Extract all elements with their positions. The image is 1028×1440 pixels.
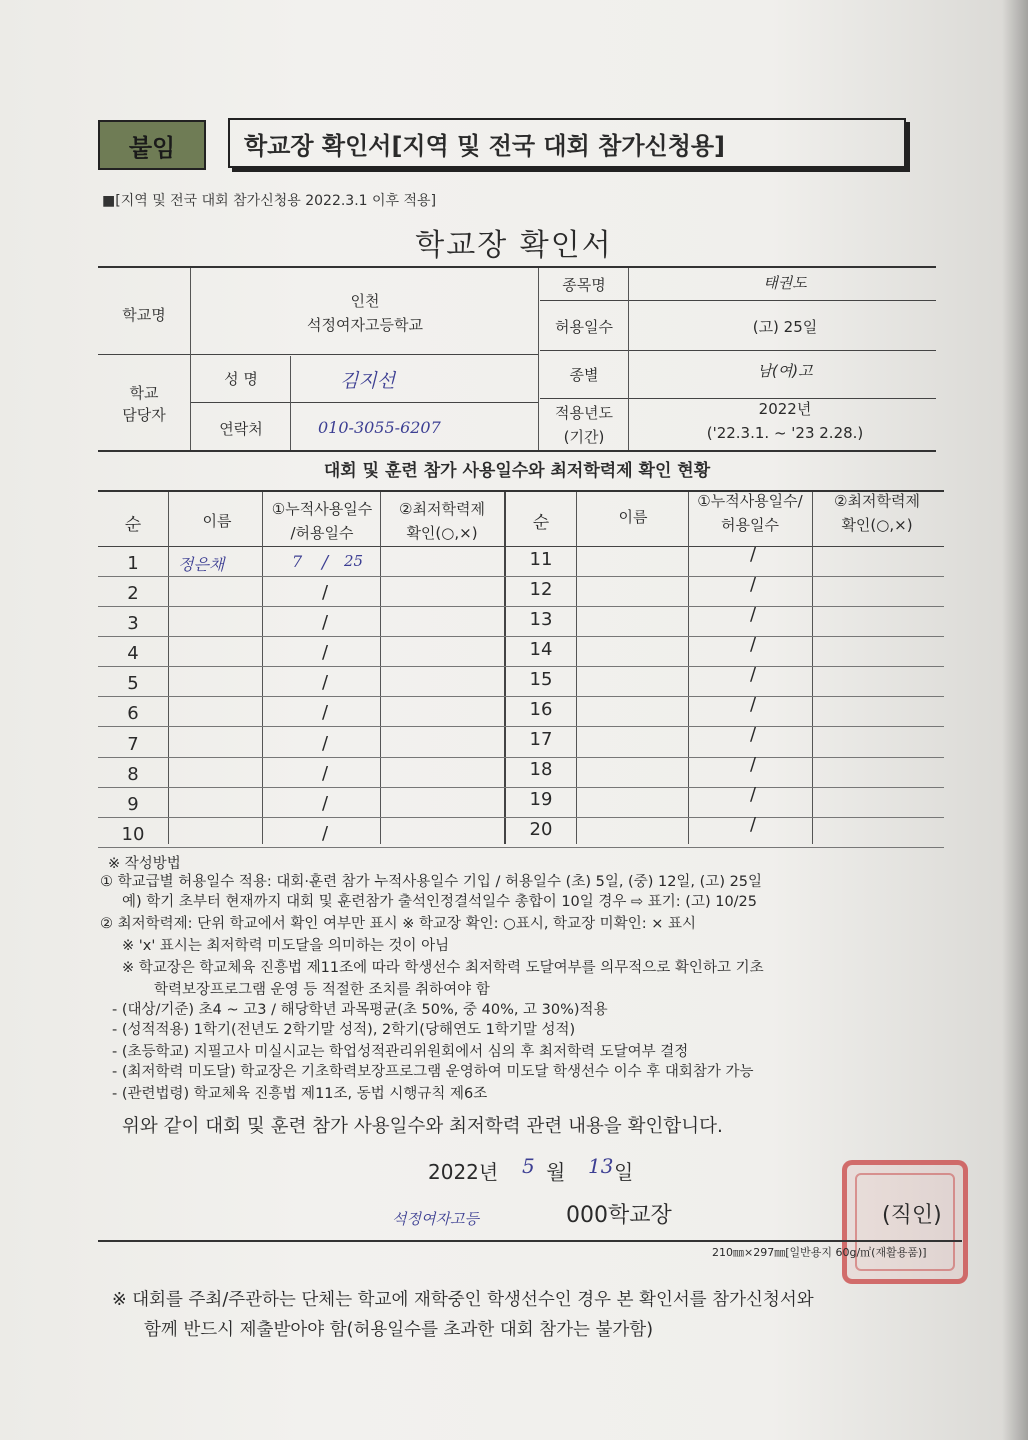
allowed-days-value: (고) 25일 [752, 318, 818, 336]
days-slash: / [322, 612, 329, 633]
type-label: 종별 [569, 366, 599, 384]
confirmation-statement: 위와 같이 대회 및 훈련 참가 사용일수와 최저학력 관련 내용을 확인합니다. [122, 1116, 723, 1137]
table-header-rule [98, 546, 944, 547]
date-day: 13 [588, 1154, 614, 1178]
col-academic-right: ②최저학력제 [834, 492, 920, 510]
note-line: ※ 학교장은 학교체육 진흥법 제11조에 따라 학생선수 최저학력 도달여부를 의무적으로 확인하고 기초 [122, 960, 764, 976]
days-slash: / [322, 763, 329, 784]
days-slash: / [750, 574, 757, 595]
row1-name-handwritten: 정은채 [178, 555, 225, 574]
school-label: 학교명 [122, 306, 166, 324]
info-bottom-rule [98, 450, 936, 452]
info-divider [538, 268, 539, 450]
row-number: 9 [127, 794, 139, 815]
usage-table-title: 대회 및 훈련 참가 사용일수와 최저학력제 확인 현황 [323, 461, 711, 481]
table-row-rule [98, 636, 944, 637]
info-divider [290, 356, 291, 450]
date-year: 2022년 [428, 1160, 499, 1184]
date-month: 5 [522, 1154, 535, 1178]
note-line: 학력보장프로그램 운영 등 적절한 조치를 취하여야 함 [154, 982, 490, 998]
month-unit: 월 [546, 1160, 566, 1184]
event-value: 태권도 [763, 274, 807, 292]
row-number: 19 [529, 789, 553, 810]
table-row-rule [98, 666, 944, 667]
days-slash: / [322, 582, 329, 603]
note-line: - (관련법령) 학교체육 진흥법 제11조, 동법 시행규칙 제6조 [112, 1086, 488, 1102]
days-slash: / [750, 724, 757, 745]
days-slash: / [750, 604, 757, 625]
table-row-rule [98, 606, 944, 607]
contact-handwritten: 010-3055-6207 [318, 418, 441, 437]
info-rule [540, 350, 936, 351]
manager-label-2: 담당자 [122, 406, 166, 424]
row1-allowed-days: 25 [344, 552, 364, 570]
days-slash: / [322, 823, 329, 844]
table-row-rule [98, 757, 944, 758]
col-academic-right-2: 확인(○,×) [841, 516, 913, 534]
info-top-rule [98, 266, 936, 268]
row-number: 4 [127, 643, 139, 664]
type-value: 남(여)고 [757, 362, 813, 380]
event-label: 종목명 [562, 276, 606, 294]
note-line: - (성적적용) 1학기(전년도 2학기말 성적), 2학기(당해연도 1학기말 성적) [112, 1022, 576, 1038]
table-divider [812, 492, 813, 844]
period-year: 2022년 [758, 400, 812, 418]
days-slash: / [322, 702, 329, 723]
table-divider [576, 492, 577, 844]
days-slash: / [750, 784, 757, 805]
contact-label: 연락처 [219, 420, 263, 438]
table-row-rule [98, 787, 944, 788]
col-no-right: 순 [532, 513, 550, 533]
days-slash: / [322, 793, 329, 814]
note-line: 예) 학기 초부터 현재까지 대회 및 훈련참가 출석인정결석일수 총합이 10일 경우 ⇨ 표기: (고) 10/25 [122, 894, 758, 910]
row-number: 7 [127, 734, 139, 755]
row-number: 8 [127, 764, 139, 785]
col-no-left: 순 [124, 515, 142, 535]
page-edge-shadow [1002, 0, 1028, 1440]
info-rule [190, 402, 538, 403]
period-range: ('22.3.1. ~ '23 2.28.) [706, 424, 864, 442]
row-number: 12 [529, 579, 553, 600]
row-number: 11 [529, 549, 553, 570]
row-number: 1 [127, 553, 139, 574]
row-number: 5 [127, 673, 139, 694]
col-name-left: 이름 [202, 512, 232, 530]
page-title: 학교장 확인서 [415, 228, 613, 263]
period-label: 적용년도 [555, 404, 613, 422]
col-days-left: ①누적사용일수 [271, 500, 373, 518]
days-slash: / [750, 694, 757, 715]
table-divider [380, 492, 381, 844]
period-label-2: (기간) [563, 428, 605, 446]
notes-heading: ※ 작성방법 [108, 856, 181, 872]
attachment-badge: 붙임 [98, 120, 206, 170]
table-divider [168, 492, 169, 844]
note-line: ※ 'x' 표시는 최저학력 미도달을 의미하는 것이 아님 [122, 938, 450, 954]
paper-spec: 210㎜×297㎜[일반용지 60g/㎡(재활용품)] [712, 1246, 927, 1259]
note-line: - (대상/기준) 초4 ~ 고3 / 해당학년 과목평균(초 50%, 중 40%, 고 30%)적용 [112, 1002, 608, 1018]
row-number: 13 [529, 609, 553, 630]
row-number: 2 [127, 583, 139, 604]
days-slash: / [750, 664, 757, 685]
footer-note-line: ※ 대회를 주최/주관하는 단체는 학교에 재학중인 학생선수인 경우 본 확인서를 참가신청서와 [112, 1290, 814, 1310]
col-days-right-2: 허용일수 [721, 516, 779, 534]
name-label: 성 명 [224, 370, 258, 388]
days-slash: / [322, 672, 329, 693]
days-slash: / [322, 733, 329, 754]
name-handwritten: 김지선 [340, 370, 396, 392]
row-number: 10 [121, 824, 145, 845]
col-days-left-2: /허용일수 [290, 524, 354, 542]
table-row-rule [98, 847, 944, 848]
note-line: ① 학교급별 허용일수 적용: 대회·훈련 참가 누적사용일수 기입 / 허용일수 (초) 5일, (중) 12일, (고) 25일 [100, 874, 763, 890]
info-rule [540, 300, 936, 301]
table-row-rule [98, 576, 944, 577]
table-row-rule [98, 726, 944, 727]
info-divider [628, 268, 629, 450]
info-rule [98, 354, 538, 355]
days-slash: / [750, 544, 757, 565]
table-row-rule [98, 696, 944, 697]
school-name-handwritten: 석정여자고등 [392, 1210, 479, 1228]
row-number: 17 [529, 729, 553, 750]
footer-rule [98, 1240, 962, 1242]
days-slash: / [322, 642, 329, 663]
footer-note-line: 함께 반드시 제출받아야 함(허용일수를 초과한 대회 참가는 불가함) [144, 1320, 654, 1340]
days-slash: / [322, 552, 329, 573]
row-number: 18 [529, 759, 553, 780]
table-divider [262, 492, 263, 844]
school-city: 인천 [350, 292, 380, 310]
col-academic-left-2: 확인(○,×) [406, 524, 478, 542]
allowed-days-label: 허용일수 [555, 318, 613, 336]
school-name: 석정여자고등학교 [307, 316, 423, 334]
applicability-note: ■[지역 및 전국 대회 참가신청용 2022.3.1 이후 적용] [102, 193, 437, 209]
row-number: 15 [529, 669, 553, 690]
row-number: 3 [127, 613, 139, 634]
days-slash: / [750, 634, 757, 655]
col-days-right: ①누적사용일수/ [697, 492, 803, 510]
note-line: ② 최저학력제: 단위 학교에서 확인 여부만 표시 ※ 학교장 확인: ○표시, 학교장 미확인: × 표시 [100, 916, 696, 932]
seal-label: (직인) [882, 1203, 942, 1228]
note-line: - (최저학력 미도달) 학교장은 기초학력보장프로그램 운영하여 미도달 학생선수 이수 후 대회참가 가능 [112, 1064, 754, 1080]
row-number: 14 [529, 639, 553, 660]
row-number: 16 [529, 699, 553, 720]
document-header-title: 학교장 확인서[지역 및 전국 대회 참가신청용] [228, 118, 906, 168]
row-number: 6 [127, 703, 139, 724]
days-slash: / [750, 754, 757, 775]
info-divider [190, 268, 191, 450]
note-line: - (초등학교) 지필고사 미실시교는 학업성적관리위원회에서 심의 후 최저학력 도달여부 결정 [112, 1044, 689, 1060]
table-row-rule [98, 817, 944, 818]
table-divider [688, 492, 689, 844]
row1-used-days: 7 [292, 552, 303, 571]
days-slash: / [750, 814, 757, 835]
col-name-right: 이름 [618, 508, 648, 526]
manager-label: 학교 [129, 384, 159, 402]
col-academic-left: ②최저학력제 [399, 500, 485, 518]
row-number: 20 [529, 819, 553, 840]
principal-title: 000학교장 [566, 1203, 672, 1228]
day-unit: 일 [614, 1160, 634, 1184]
